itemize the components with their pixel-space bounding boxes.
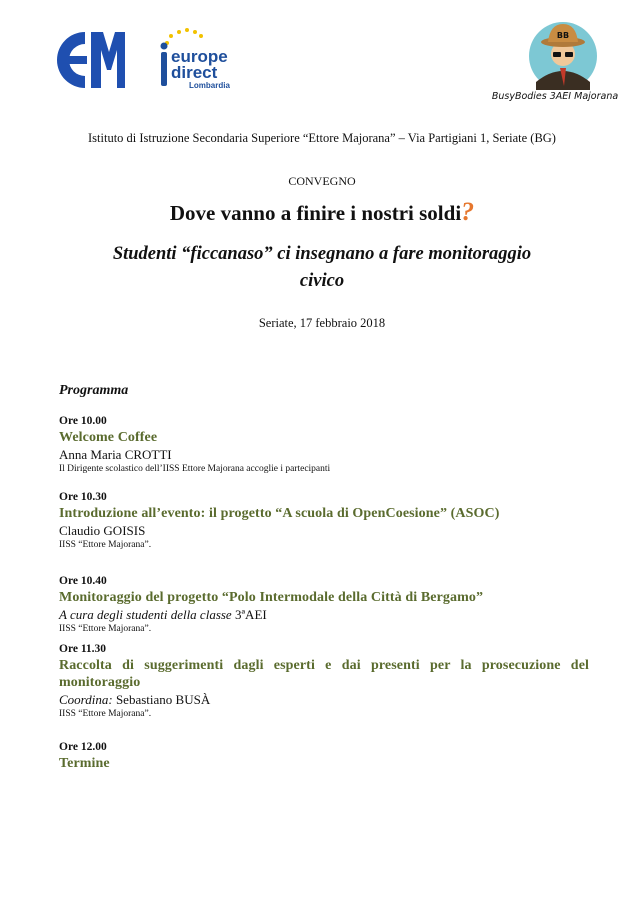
program-time: Ore 10.00 xyxy=(59,415,107,427)
program-time: Ore 11.30 xyxy=(59,643,107,655)
program-speaker: Sebastiano BUSÀ xyxy=(115,692,211,707)
bb-badge-text: BB xyxy=(556,31,570,40)
program-speaker: 3ªAEI xyxy=(234,607,267,622)
busybodies-logo-icon xyxy=(524,20,602,90)
program-time: Ore 12.00 xyxy=(59,741,107,753)
event-title xyxy=(0,197,644,227)
institute-address: Istituto di Istruzione Secondaria Superiore “Ettore Majorana” – Via Partigiani 1, Seriate (BG) xyxy=(88,131,556,145)
program-speaker-prefix: A cura degli studenti della classe xyxy=(59,607,232,622)
europe-direct-logo xyxy=(155,26,235,96)
program-note: IISS “Ettore Majorana”. xyxy=(59,624,152,634)
program-session: Welcome Coffee xyxy=(59,430,158,445)
program-speaker: Claudio GOISIS xyxy=(59,523,146,538)
program-note: IISS “Ettore Majorana”. xyxy=(59,540,152,550)
eu-stars-icon xyxy=(155,26,235,96)
event-type: CONVEGNO xyxy=(288,174,356,188)
program-item xyxy=(59,642,589,721)
question-mark: ? xyxy=(461,197,475,226)
ed-logo-line1: europe xyxy=(171,47,228,66)
program-speaker-line xyxy=(59,606,589,623)
event-title-text: Dove vanno a finire i nostri soldi xyxy=(169,201,462,225)
program-item xyxy=(59,414,589,476)
event-date: Seriate, 17 febbraio 2018 xyxy=(258,316,386,330)
program-session: Monitoraggio del progetto “Polo Intermodale della Città di Bergamo” xyxy=(59,590,484,605)
program-note: IISS “Ettore Majorana”. xyxy=(59,709,152,719)
program-session: Termine xyxy=(59,756,110,771)
ed-logo-line2: direct xyxy=(171,63,218,82)
program-item xyxy=(59,574,589,636)
program-speaker: Anna Maria CROTTI xyxy=(59,447,172,462)
program-time: Ore 10.40 xyxy=(59,575,107,587)
program-time: Ore 10.30 xyxy=(59,491,107,503)
program-session: Raccolta di suggerimenti dagli esperti e dai presenti per la prosecuzione del monitoraggio xyxy=(59,658,589,690)
program-speaker-prefix: Coordina: xyxy=(59,692,113,707)
program-speaker-line xyxy=(59,691,589,708)
program-session: Introduzione all’evento: il progetto “A scuola di OpenCoesione” (ASOC) xyxy=(59,506,500,521)
program-item xyxy=(59,490,589,552)
program-heading: Programma xyxy=(59,383,129,398)
ed-logo-line3: Lombardia xyxy=(189,81,230,90)
em-monogram-logo-icon xyxy=(55,28,127,92)
event-subtitle: Studenti “ficcanaso” ci insegnano a fare monitoraggio civico xyxy=(112,244,532,291)
program-item xyxy=(59,740,589,772)
busybodies-caption: BusyBodies 3AEI Majorana xyxy=(491,91,619,102)
program-note: Il Dirigente scolastico dell’IISS Ettore Majorana accoglie i partecipanti xyxy=(59,464,331,474)
